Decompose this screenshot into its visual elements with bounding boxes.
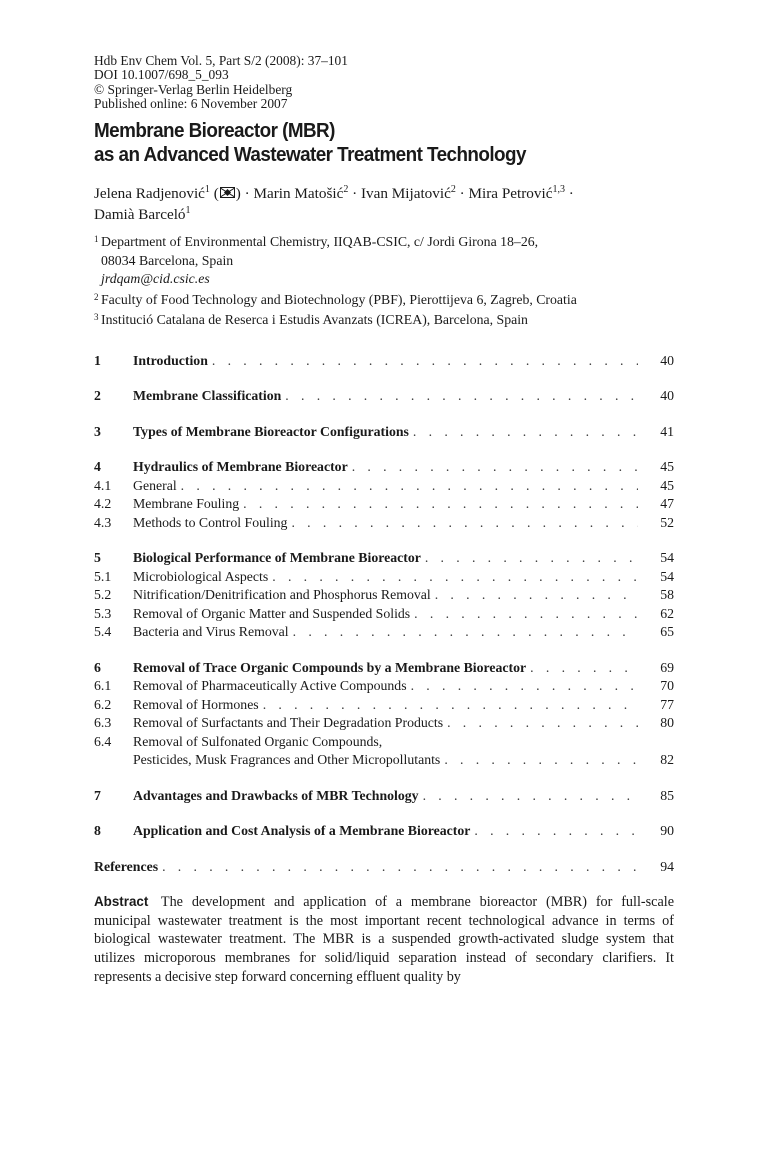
toc-number: 5 xyxy=(94,550,101,566)
toc-page-number: 45 xyxy=(660,477,674,493)
toc-page-number: 94 xyxy=(660,858,674,874)
paper-title xyxy=(94,119,628,167)
toc-leader-dots xyxy=(285,387,638,406)
toc-number: 6.4 xyxy=(94,733,112,749)
toc-leader-dots xyxy=(425,549,638,568)
toc-leader-dots xyxy=(474,822,638,841)
toc-page-number: 58 xyxy=(660,587,674,603)
toc-page-number: 77 xyxy=(660,696,674,712)
toc-entry[interactable] xyxy=(94,387,674,406)
toc-page-number: 82 xyxy=(660,752,674,768)
toc-entry[interactable] xyxy=(94,605,674,624)
toc-title[interactable]: Biological Performance of Membrane Bioreactor xyxy=(133,550,421,566)
toc-section xyxy=(94,458,674,532)
author-name: Mira Petrović xyxy=(468,185,553,203)
abstract-label: Abstract xyxy=(94,894,149,910)
author-separator: · xyxy=(352,185,358,203)
toc-page-number: 47 xyxy=(660,496,674,512)
toc-entry[interactable] xyxy=(94,477,674,496)
toc-leader-dots xyxy=(352,458,638,477)
author-separator: · xyxy=(244,185,250,203)
toc-leader-dots xyxy=(530,659,638,678)
toc-title[interactable]: Advantages and Drawbacks of MBR Technology xyxy=(133,787,419,803)
author-list xyxy=(94,183,674,225)
title-line-2: as an Advanced Wastewater Treatment Technology xyxy=(94,143,526,167)
toc-number: 6 xyxy=(94,659,101,675)
toc-page-number: 80 xyxy=(660,715,674,731)
author-name: Jelena Radjenović xyxy=(94,185,205,203)
toc-page-number: 40 xyxy=(660,388,674,404)
doi: DOI 10.1007/698_5_093 xyxy=(94,67,229,83)
author: Jelena Radjenović$^1$ ( ) xyxy=(94,184,241,203)
toc-title[interactable]: Bacteria and Virus Removal xyxy=(133,624,289,640)
affiliation xyxy=(94,311,674,330)
author-affil-mark: 2 xyxy=(450,184,456,196)
toc-leader-dots xyxy=(411,677,638,696)
toc-title[interactable]: Microbiological Aspects xyxy=(133,568,269,584)
toc-leader-dots xyxy=(162,858,638,877)
toc-page-number: 54 xyxy=(660,568,674,584)
author-affil-mark: 2 xyxy=(343,184,349,196)
author xyxy=(94,206,191,223)
toc-title[interactable]: Pesticides, Musk Fragrances and Other Micropollutants xyxy=(133,752,441,768)
toc-title[interactable]: References xyxy=(94,858,159,874)
toc-title[interactable]: Membrane Fouling xyxy=(133,496,240,512)
toc-entry[interactable] xyxy=(94,568,674,587)
toc-number: 4.1 xyxy=(94,477,112,493)
journal-line: Hdb Env Chem Vol. 5, Part S/2 (2008): 37–101 xyxy=(94,53,348,68)
author xyxy=(254,185,349,202)
toc-number: 4.2 xyxy=(94,496,112,512)
toc-number: 1 xyxy=(94,352,101,368)
toc-leader-dots xyxy=(444,751,638,770)
author-affil-mark: 1 xyxy=(204,184,210,196)
toc-page-number: 90 xyxy=(660,823,674,839)
toc-number: 5.3 xyxy=(94,605,112,621)
toc-entry[interactable] xyxy=(94,659,674,678)
toc-entry[interactable] xyxy=(94,714,674,733)
toc-page-number: 41 xyxy=(660,423,674,439)
toc-entry[interactable] xyxy=(94,822,674,841)
toc-leader-dots xyxy=(423,787,638,806)
publication-meta xyxy=(94,54,674,111)
toc-number: 7 xyxy=(94,787,101,803)
toc-entry[interactable] xyxy=(94,677,674,696)
author-affil-mark: 1,3 xyxy=(552,184,565,196)
toc-title[interactable]: Removal of Sulfonated Organic Compounds, xyxy=(133,733,383,749)
toc-section xyxy=(94,787,674,806)
author-affil-mark: 1 xyxy=(185,205,191,217)
author xyxy=(361,185,456,202)
toc-section xyxy=(94,858,674,877)
affiliation-line: Institució Catalana de Reserca i Estudis Avanzats (ICREA), Barcelona, Spain xyxy=(101,312,528,328)
toc-number: 2 xyxy=(94,388,101,404)
toc-leader-dots xyxy=(447,714,638,733)
toc-title[interactable]: Removal of Pharmaceutically Active Compounds xyxy=(133,678,407,694)
toc-section xyxy=(94,387,674,406)
title-line-1: Membrane Bioreactor (MBR) xyxy=(94,119,335,143)
toc-title[interactable]: Introduction xyxy=(133,352,208,368)
toc-section xyxy=(94,352,674,371)
toc-number: 4.3 xyxy=(94,514,112,530)
toc-leader-dots xyxy=(181,477,638,496)
toc-number: 8 xyxy=(94,823,101,839)
toc-page-number: 65 xyxy=(660,624,674,640)
toc-entry[interactable] xyxy=(94,733,674,752)
affiliation xyxy=(94,291,674,310)
toc-section xyxy=(94,659,674,770)
table-of-contents xyxy=(94,352,674,877)
toc-entry[interactable] xyxy=(94,623,674,642)
toc-entry[interactable] xyxy=(94,495,674,514)
toc-page-number: 40 xyxy=(660,352,674,368)
toc-entry[interactable] xyxy=(94,423,674,442)
toc-section xyxy=(94,549,674,642)
toc-entry[interactable] xyxy=(94,751,674,770)
toc-number: 5.1 xyxy=(94,568,112,584)
toc-entry[interactable] xyxy=(94,514,674,533)
toc-page-number: 70 xyxy=(660,678,674,694)
affiliation-number: 1 xyxy=(94,234,99,245)
copyright: © Springer-Verlag Berlin Heidelberg xyxy=(94,81,293,97)
toc-page-number: 45 xyxy=(660,459,674,475)
affiliation-line: 08034 Barcelona, Spain xyxy=(101,252,234,268)
toc-leader-dots xyxy=(243,495,638,514)
toc-leader-dots xyxy=(293,623,638,642)
toc-entry[interactable] xyxy=(94,787,674,806)
toc-entry[interactable] xyxy=(94,352,674,371)
toc-page-number: 52 xyxy=(660,514,674,530)
author-separator: · xyxy=(459,185,465,203)
author-name: Damià Barceló xyxy=(94,206,186,224)
toc-title[interactable]: Hydraulics of Membrane Bioreactor xyxy=(133,459,348,475)
toc-number: 6.2 xyxy=(94,696,112,712)
envelope-icon[interactable] xyxy=(220,187,235,198)
toc-title[interactable]: Removal of Surfactants and Their Degradation Products xyxy=(133,715,444,731)
toc-entry[interactable] xyxy=(94,586,674,605)
abstract xyxy=(94,893,674,986)
toc-leader-dots xyxy=(413,423,638,442)
published-date: Published online: 6 November 2007 xyxy=(94,95,288,111)
author-separator: · xyxy=(568,185,574,203)
affiliation-line: Department of Environmental Chemistry, IIQAB-CSIC, c/ Jordi Girona 18–26, xyxy=(101,234,539,250)
toc-entry[interactable] xyxy=(94,458,674,477)
author xyxy=(469,185,565,202)
toc-number: 6.3 xyxy=(94,715,112,731)
toc-page-number: 69 xyxy=(660,659,674,675)
toc-page-number: 85 xyxy=(660,787,674,803)
toc-leader-dots xyxy=(212,352,638,371)
toc-entry[interactable] xyxy=(94,696,674,715)
toc-title[interactable]: Membrane Classification xyxy=(133,388,282,404)
toc-title[interactable]: Application and Cost Analysis of a Membrane Bioreactor xyxy=(133,823,471,839)
toc-title[interactable]: Methods to Control Fouling xyxy=(133,514,288,530)
toc-page-number: 62 xyxy=(660,605,674,621)
toc-leader-dots xyxy=(272,568,638,587)
toc-section xyxy=(94,423,674,442)
toc-entry[interactable] xyxy=(94,549,674,568)
toc-title[interactable]: General xyxy=(133,477,177,493)
affiliation-email[interactable]: jrdqam@cid.csic.es xyxy=(101,271,210,287)
toc-title[interactable]: Removal of Organic Matter and Suspended Solids xyxy=(133,605,411,621)
toc-number: 5.2 xyxy=(94,587,112,603)
toc-number: 3 xyxy=(94,423,101,439)
affiliation-list xyxy=(94,233,674,330)
toc-leader-dots xyxy=(263,696,638,715)
toc-section xyxy=(94,822,674,841)
affiliation xyxy=(94,233,674,289)
affiliation-number: 3 xyxy=(94,312,99,323)
paper-page xyxy=(94,54,674,986)
affiliation-line: Faculty of Food Technology and Biotechnology (PBF), Pierottijeva 6, Zagreb, Croatia xyxy=(101,291,577,307)
toc-number: 6.1 xyxy=(94,678,112,694)
toc-leader-dots xyxy=(435,586,638,605)
toc-title[interactable]: Types of Membrane Bioreactor Configurations xyxy=(133,423,409,439)
toc-page-number: 54 xyxy=(660,550,674,566)
toc-title[interactable]: Nitrification/Denitrification and Phosphorus Removal xyxy=(133,587,431,603)
toc-number: 5.4 xyxy=(94,624,112,640)
toc-leader-dots xyxy=(291,514,638,533)
toc-title[interactable]: Removal of Trace Organic Compounds by a Membrane Bioreactor xyxy=(133,659,527,675)
toc-leader-dots xyxy=(414,605,638,624)
author-name: Ivan Mijatović xyxy=(361,185,451,203)
toc-entry[interactable] xyxy=(94,858,674,877)
toc-number: 4 xyxy=(94,459,101,475)
author-name: Marin Matošić xyxy=(253,185,344,203)
abstract-text: The development and application of a membrane bioreactor (MBR) for full-scale municipal wastewater treatment is the most important recent technological advance in terms of biological wastewater treatment. The MBR is a suspended growth-activated sludge system that utilizes microporous membranes for solid/liquid separation instead of secondary clarifiers. It represents a decisive step forward concerning effluent quality by xyxy=(94,894,674,985)
affiliation-number: 2 xyxy=(94,291,99,302)
toc-title[interactable]: Removal of Hormones xyxy=(133,696,259,712)
